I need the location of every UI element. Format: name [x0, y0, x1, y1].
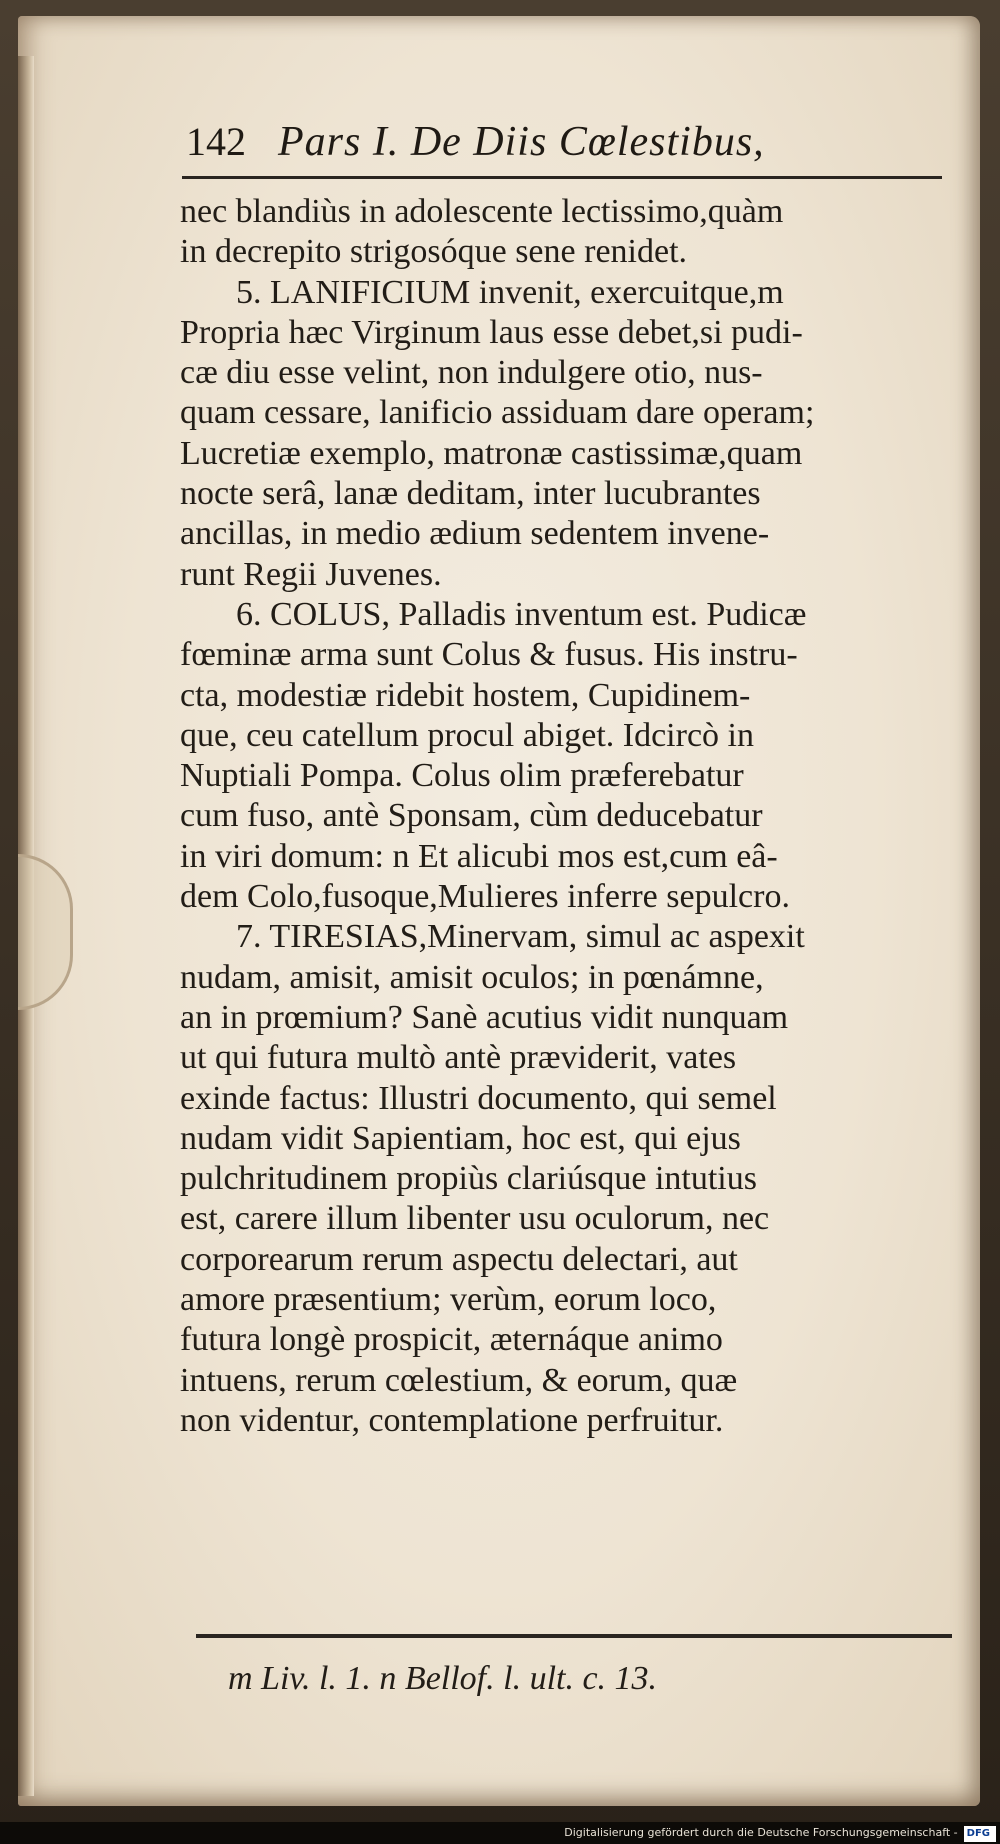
- text-line: nocte serâ, lanæ deditam, inter lucubrantes: [180, 475, 761, 513]
- text-line: corporearum rerum aspectu delectari, aut: [180, 1240, 738, 1278]
- header-rule: [182, 176, 942, 179]
- text-line: runt Regii Juvenes.: [180, 555, 442, 593]
- text-line: Propria hæc Virginum laus esse debet,si pudi-: [180, 313, 803, 351]
- text-line: Nuptiali Pompa. Colus olim præferebatur: [180, 757, 744, 795]
- text-line: non videntur, contemplatione perfruitur.: [180, 1401, 724, 1439]
- body-text: [180, 192, 960, 1441]
- digitization-credit: [0, 1822, 1000, 1844]
- page-number: 142: [186, 119, 246, 164]
- text-line: cta, modestiæ ridebit hostem, Cupidinem-: [180, 676, 751, 714]
- text-line: ut qui futura multò antè præviderit, vates: [180, 1039, 737, 1077]
- text-line: est, carere illum libenter usu oculorum, nec: [180, 1200, 770, 1238]
- text-line: nec blandiùs in adolescente lectissimo,quàm: [180, 193, 784, 230]
- credit-text: Digitalisierung gefördert durch die Deutsche Forschungsgemeinschaft -: [564, 1826, 958, 1839]
- page-header: [186, 118, 956, 184]
- text-line: quam cessare, lanificio assiduam dare operam;: [180, 394, 815, 432]
- text-line: exinde factus: Illustri documento, qui semel: [180, 1079, 777, 1117]
- text-line: in decrepito strigosóque sene renidet.: [180, 233, 688, 271]
- text-line: amore præsentium; verùm, eorum loco,: [180, 1281, 717, 1319]
- text-line: nudam vidit Sapientiam, hoc est, qui ejus: [180, 1119, 741, 1157]
- footnotes: m Liv. l. 1. n Bellof. l. ult. c. 13.: [228, 1660, 658, 1697]
- text-line: futura longè prospicit, æternáque animo: [180, 1321, 723, 1359]
- text-line: 7. TIRESIAS,Minervam, simul ac aspexit: [236, 918, 805, 956]
- text-line: pulchritudinem propiùs clariúsque intutius: [180, 1160, 757, 1198]
- text-line: 6. COLUS, Palladis inventum est. Pudicæ: [236, 595, 807, 633]
- text-line: intuens, rerum cœlestium, & eorum, quæ: [180, 1361, 738, 1399]
- text-line: Lucretiæ exemplo, matronæ castissimæ,quam: [180, 434, 803, 472]
- text-line: cum fuso, antè Sponsam, cùm deducebatur: [180, 797, 763, 835]
- footnote-rule: [196, 1634, 952, 1638]
- dfg-logo-icon: DFG: [964, 1826, 996, 1842]
- running-title: Pars I. De Diis Cœlestibus,: [278, 119, 765, 165]
- text-line: nudam, amisit, amisit oculos; in pœnámne,: [180, 958, 764, 996]
- text-line: 5. LANIFICIUM invenit, exercuitque,m: [236, 273, 784, 311]
- text-line: ancillas, in medio ædium sedentem invene-: [180, 515, 770, 553]
- page-tab-mark: [18, 854, 73, 1010]
- text-line: in viri domum: n Et alicubi mos est,cum eâ-: [180, 837, 778, 875]
- text-line: cæ diu esse velint, non indulgere otio, nus-: [180, 354, 763, 392]
- text-line: que, ceu catellum procul abiget. Idcircò in: [180, 716, 754, 754]
- text-line: an in prœmium? Sanè acutius vidit nunquam: [180, 998, 789, 1036]
- text-line: fœminæ arma sunt Colus & fusus. His instru-: [180, 636, 798, 674]
- text-line: dem Colo,fusoque,Mulieres inferre sepulcro.: [180, 878, 790, 916]
